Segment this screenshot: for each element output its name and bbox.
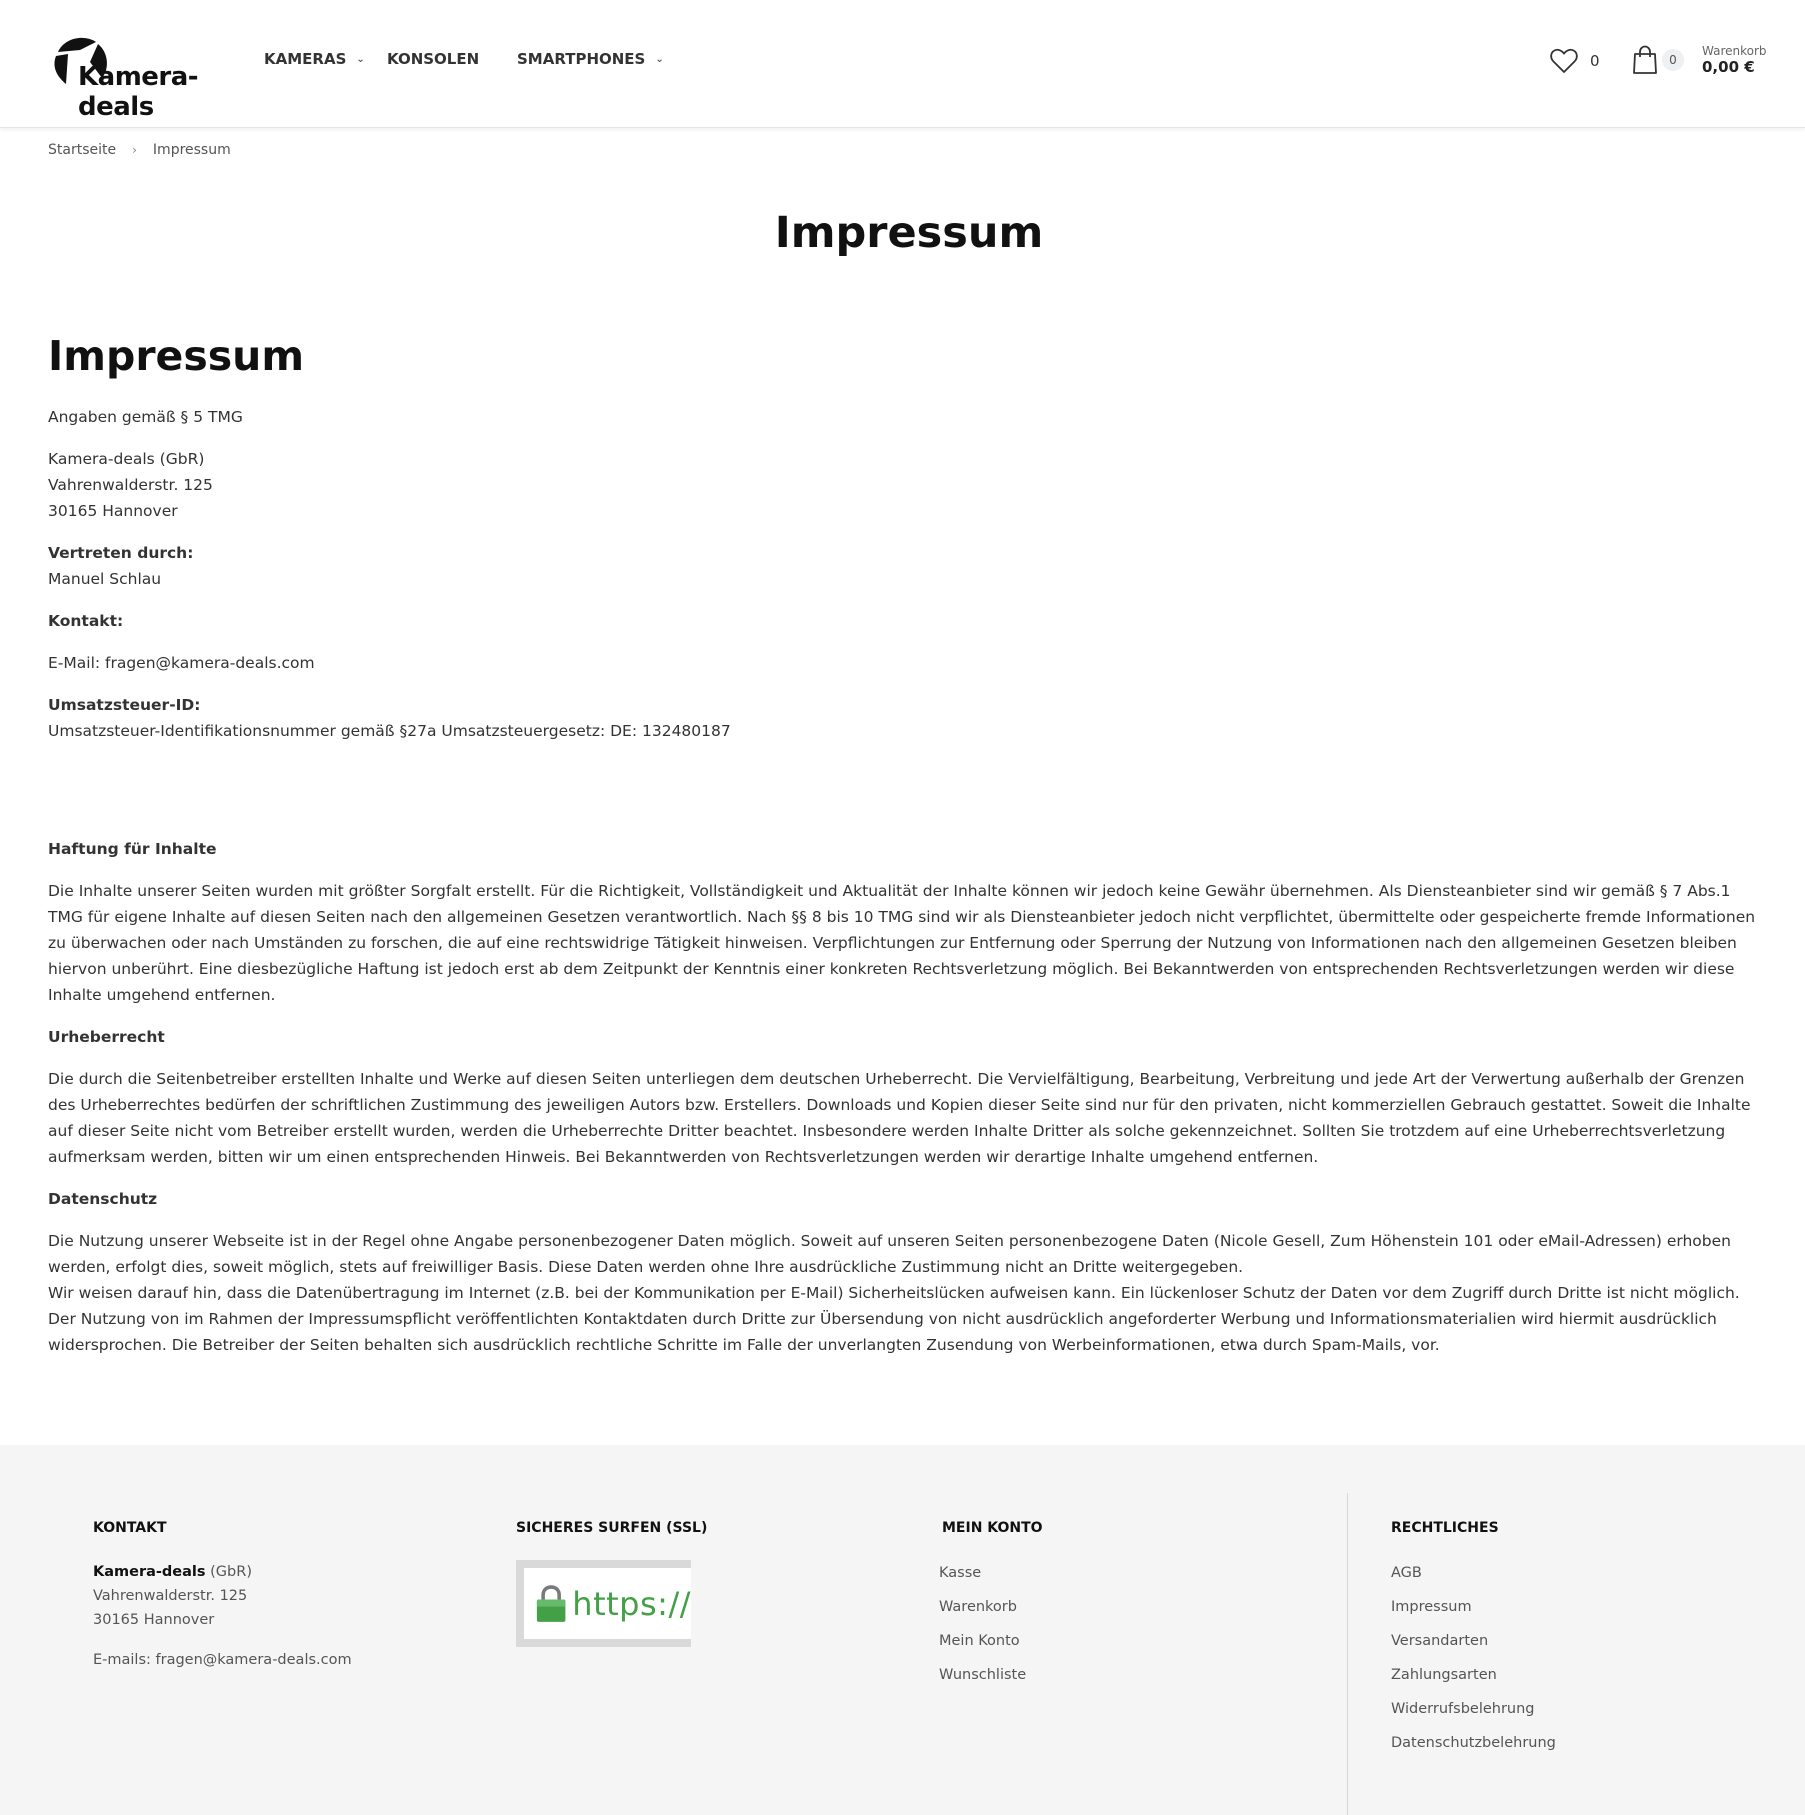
represented-name: Manuel Schlau: [48, 570, 162, 588]
urheber-text: Die durch die Seitenbetreiber erstellten Inhalte und Werke auf diesen Seiten unterliegen dem deutschen Urheberrecht. Die Vervielfältigung, Bearbeitung, Verbreitung und jede Art der Verwertung außerhalb der Grenzen des Urheberrechtes bedürfen der schriftlichen Zustimmung des jeweiligen Autors bzw. Erstellers. Downloads und Kopien dieser Seite sind nur für den privaten, nicht kommerziellen Gebrauch gestattet. Soweit die Inhalte auf dieser Seite nicht vom Betreiber erstellt wurden, werden die Urheberrechte Dritter beachtet. Insbesondere werden Inhalte Dritter als solche gekennzeichnet. Sollten Sie trotzdem auf eine Urheberrechtsverletzung aufmerksam werden, bitten wir um einen entsprechenden Hinweis. Bei Bekanntwerden von Rechtsverletzungen werden wir derartige Inhalte umgehend entfernen.: [48, 1070, 1751, 1166]
logo[interactable]: [50, 32, 235, 122]
footer-kontakt: [93, 1520, 352, 1672]
intro-text: Angaben gemäß § 5 TMG: [48, 408, 243, 426]
logo-text: Kamera-deals: [78, 62, 199, 122]
represented-block: [48, 540, 1763, 592]
wishlist-button[interactable]: [1550, 48, 1600, 74]
footer-link-widerrufsbelehrung[interactable]: Widerrufsbelehrung: [1391, 1701, 1535, 1717]
footer-company-suffix: (GbR): [210, 1564, 252, 1580]
cart-info: [1702, 44, 1767, 76]
address-line: Vahrenwalderstr. 125: [48, 476, 213, 494]
site-header: [0, 0, 1805, 128]
nav-konsolen[interactable]: [387, 50, 479, 68]
breadcrumb-home-link[interactable]: Startseite: [48, 142, 117, 158]
footer-link-mein-konto[interactable]: Mein Konto: [939, 1633, 1020, 1649]
vat-line: Umsatzsteuer-Identifikationsnummer gemäß §27a Umsatzsteuergesetz: DE: 132480187: [48, 722, 731, 740]
address-line: 30165 Hannover: [48, 502, 178, 520]
contact-block: [48, 608, 1763, 634]
nav-smartphones[interactable]: [517, 50, 664, 68]
impressum-content: [48, 328, 1763, 1374]
footer-link-kasse[interactable]: Kasse: [939, 1565, 982, 1581]
footer-recht-links: [1391, 1556, 1556, 1760]
footer-konto: [939, 1520, 1043, 1692]
footer-recht-title: RECHTLICHES: [1391, 1520, 1499, 1536]
ssl-badge-text: https://: [572, 1584, 691, 1623]
contact-label: Kontakt:: [48, 612, 124, 630]
footer-street: Vahrenwalderstr. 125: [93, 1588, 248, 1604]
footer-link-warenkorb[interactable]: Warenkorb: [939, 1599, 1017, 1615]
cart-label: Warenkorb: [1702, 44, 1767, 58]
haftung-title: Haftung für Inhalte: [48, 840, 217, 858]
chevron-down-icon: ⌄: [655, 53, 664, 65]
haftung-text: Die Inhalte unserer Seiten wurden mit größter Sorgfalt erstellt. Für die Richtigkeit, Vollständigkeit und Aktualität der Inhalte können wir jedoch keine Gewähr übernehmen. Als Diensteanbieter sind wir gemäß § 7 Abs.1 TMG für eigene Inhalte auf diesen Seiten nach den allgemeinen Gesetzen verantwortlich. Nach §§ 8 bis 10 TMG sind wir als Diensteanbieter jedoch nicht verpflichtet, übermittelte oder gespeicherte fremde Informationen zu überwachen oder nach Umständen zu forschen, die auf eine rechtswidrige Tätigkeit hinweisen. Verpflichtungen zur Entfernung oder Sperrung der Nutzung von Informationen nach den allgemeinen Gesetzen bleiben hiervon unberührt. Eine diesbezügliche Haftung ist jedoch erst ab dem Zeitpunkt der Kenntnis einer konkreten Rechtsverletzung möglich. Bei Bekanntwerden von entsprechenden Rechtsverletzungen werden wir diese Inhalte umgehend entfernen.: [48, 882, 1756, 1004]
represented-label: Vertreten durch:: [48, 544, 194, 562]
address-line: Kamera-deals (GbR): [48, 450, 205, 468]
footer-link-versandarten[interactable]: Versandarten: [1391, 1633, 1489, 1649]
footer-recht: [1391, 1520, 1556, 1760]
lock-icon: [536, 1583, 566, 1625]
footer-link-datenschutzbelehrung[interactable]: Datenschutzbelehrung: [1391, 1735, 1556, 1751]
footer-ssl: [516, 1520, 707, 1647]
footer-company: Kamera-deals: [93, 1564, 206, 1580]
footer-konto-title: MEIN KONTO: [942, 1520, 1043, 1536]
datenschutz-line: Der Nutzung von im Rahmen der Impressumspflicht veröffentlichten Kontaktdaten durch Dritte zur Übersendung von nicht ausdrücklich angeforderter Werbung und Informationsmaterialien wird hiermit ausdrücklich widersprochen. Die Betreiber der Seiten behalten sich ausdrücklich rechtliche Schritte im Falle der unverlangten Zusendung von Werbeinformationen, etwa durch Spam-Mails, vor.: [48, 1310, 1717, 1354]
nav-kameras-label: KAMERAS: [264, 50, 347, 68]
footer-ssl-title: SICHERES SURFEN (SSL): [516, 1520, 708, 1536]
nav-kameras[interactable]: [264, 50, 365, 68]
datenschutz-line: Die Nutzung unserer Webseite ist in der Regel ohne Angabe personenbezogener Daten möglich. Soweit auf unseren Seiten personenbezogene Daten (Nicole Gesell, Zum Höhenstein 101 oder eMail-Adressen) erhoben werden, erfolgt dies, soweit möglich, stets auf freiwilliger Basis. Diese Daten werden ohne Ihre ausdrückliche Zustimmung nicht an Dritte weitergegeben.: [48, 1232, 1731, 1276]
breadcrumb: [48, 142, 231, 158]
footer-city: 30165 Hannover: [93, 1612, 215, 1628]
site-footer: [0, 1445, 1805, 1815]
footer-email[interactable]: E-mails: fragen@kamera-deals.com: [93, 1652, 352, 1668]
breadcrumb-separator-icon: ›: [132, 143, 137, 157]
nav-konsolen-label: KONSOLEN: [387, 50, 480, 68]
footer-konto-links: [939, 1556, 1043, 1692]
footer-address: [93, 1560, 352, 1632]
cart-count-badge: 0: [1662, 49, 1684, 71]
chevron-down-icon: ⌄: [356, 53, 365, 65]
breadcrumb-current: Impressum: [152, 142, 231, 158]
datenschutz-title: Datenschutz: [48, 1190, 158, 1208]
datenschutz-line: Wir weisen darauf hin, dass die Datenübertragung im Internet (z.B. bei der Kommunikation per E-Mail) Sicherheitslücken aufweisen kann. Ein lückenloser Schutz der Daten vor dem Zugriff durch Dritte ist nicht möglich.: [48, 1284, 1740, 1302]
content-heading: Impressum: [48, 332, 305, 380]
ssl-badge: [516, 1560, 691, 1647]
vat-block: [48, 692, 1763, 744]
footer-link-zahlungsarten[interactable]: Zahlungsarten: [1391, 1667, 1497, 1683]
shopping-bag-icon: [1632, 45, 1658, 75]
company-address: [48, 446, 1763, 524]
footer-link-wunschliste[interactable]: Wunschliste: [939, 1667, 1027, 1683]
footer-kontakt-title: KONTAKT: [93, 1520, 167, 1536]
footer-divider: [1347, 1493, 1348, 1815]
vat-label: Umsatzsteuer-ID:: [48, 696, 201, 714]
email-line: E-Mail: fragen@kamera-deals.com: [48, 654, 315, 672]
heart-icon: [1550, 48, 1578, 74]
footer-link-agb[interactable]: AGB: [1391, 1565, 1422, 1581]
nav-smartphones-label: SMARTPHONES: [517, 50, 646, 68]
cart-button[interactable]: [1632, 44, 1767, 76]
cart-total: 0,00 €: [1702, 58, 1755, 77]
footer-link-impressum[interactable]: Impressum: [1391, 1599, 1472, 1615]
page-title: Impressum: [774, 208, 1044, 258]
wishlist-count: 0: [1590, 52, 1600, 70]
datenschutz-text: [48, 1228, 1763, 1358]
urheber-title: Urheberrecht: [48, 1028, 165, 1046]
